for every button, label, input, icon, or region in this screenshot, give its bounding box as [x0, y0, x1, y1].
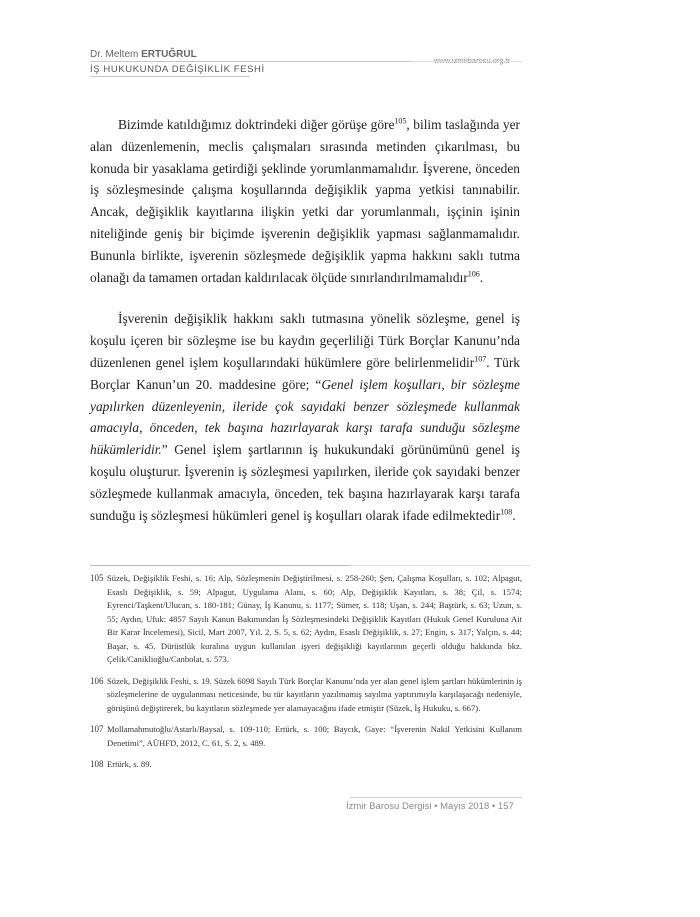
- footnote-ref-108[interactable]: 108: [500, 507, 513, 517]
- footnote-text: Ertürk, s. 89.: [107, 759, 152, 769]
- header-rule-bottom: [90, 76, 250, 77]
- footer-rule: [350, 797, 522, 798]
- footnote-text: Mollamahmutoğlu/Astarlı/Baysal, s. 109-110; Ertürk, s. 100; Baycık, Gaye: “İşverenin Nakil Yetkisini Kullanım Denetimi”, AÜHFD, 2012, C. 61, S. 2, s. 489.: [107, 724, 522, 748]
- footnote-number: 106: [90, 675, 104, 686]
- footnote-separator-light: [350, 565, 530, 566]
- footnote-ref-106[interactable]: 106: [467, 269, 480, 279]
- author-surname: ERTUĞRUL: [141, 49, 197, 60]
- footnote-text: Süzek, Değişiklik Feshi, s. 19. Süzek 6098 Sayılı Türk Borçlar Kanunu’nda yer alan genel işlem şartları hükümlerinin iş sözleşmelerine de uygulanması neticesinde, bu tür kayıtların yazılmamış sayılma yaptırımıyla karşılaşacağı nedeniyle, görüşünü değiştirerek, bu kayıtların sözleşmede yer alamayacağını ifade etmiştir (Süzek, İş Hukuku, s. 667).: [107, 675, 522, 713]
- footnote-text: Süzek, Değişiklik Feshi, s. 16; Alp, Sözleşmenin Değiştirilmesi, s. 258-260; Şen, Çalışma Koşulları, s. 102; Alpagut, Esaslı Değişiklik, s. 59; Alpagut, Uygulama Alanı, s. 60; Alp, Değişiklik Kayıtları, s. 38; Çil, s. 1574; Eyrenci/Taşkent/Ulucan, s. 180-181; Günay, İş Kanunu, s. 1177; Sümer, s. 118; Uşan, s. 244; Baştürk, s. 63; Uzun, s. 55; Aydın, Ufuk: 4857 Sayılı Kanun Bakımından İş Sözleşmesindeki Değişiklik Kayıtları (Hukuk Genel Kuruluna Ait Bir Karar İncelemesi), Sicil, Mart 2007, Yıl. 2, S. 5, s. 62; Aydın, Esaslı Değişiklik, s. 27; Engin, s. 317; Yalçın, s. 44; Başar, s. 45. Dürüstlük kuralına uygun kullanılan işyeri değişikliği kayıtlarının geçerli olduğu hakkında bkz. Çelik/Caniklioğlu/Canbolat, s. 573.: [107, 573, 522, 664]
- footer-separator: •: [434, 801, 438, 812]
- footnote-105: [90, 572, 522, 667]
- author-first-name: Dr. Meltem: [90, 49, 142, 60]
- page-number: 157: [497, 801, 514, 812]
- footnote-number: 105: [90, 573, 104, 583]
- author-name: [90, 49, 197, 60]
- page-footer: [346, 801, 514, 812]
- header-rule: [90, 61, 412, 62]
- issue-date: Mayıs 2018: [440, 801, 490, 812]
- footnote-ref-107[interactable]: 107: [474, 354, 487, 364]
- footnote-107: [90, 723, 522, 750]
- footnote-106: [90, 675, 522, 716]
- quote-italic: Genel işlem koşulları, bir sözleşme yapılırken düzenleyenin, ileride çok sayıdaki benzer sözleşmede kullanmak amacıyla, önceden, tek başına hazırlayarak karşı tarafa sunduğu sözleşme hükümleridir.: [90, 376, 520, 458]
- journal-name: İzmir Barosu Dergisi: [346, 801, 432, 812]
- footnotes: [90, 572, 522, 780]
- running-title: İŞ HUKUKUNDA DEĞİŞİKLİK FESHİ: [90, 64, 265, 75]
- footer-separator: •: [491, 801, 496, 812]
- paragraph-1: Bizimde katıldığımız doktrindeki diğer görüşe göre$^{105}$, bilim taslağında yer alan düzenlemenin, meclis çalışmaları sırasında metinden çıkarılması, bu konuda bir yasaklama getirdiği şeklinde yorumlanmamalıdır. İşverene, önceden iş sözleşmesinde çalışma koşullarında değişiklik yapma yetkisi tanınabilir. Ancak, değişiklik kayıtlarına ilişkin yetki dar yorumlanmalı, işçinin işinin niteliğinde geniş bir biçimde işverenin değişiklik yapması sağlanmamalıdır. Bununla birlikte, işverenin sözleşmede değişiklik yapma hakkını saklı tutma olanağı da tamamen ortadan kaldırılacak ölçüde sınırlandırılmamalıdır$^{106}$.: [90, 116, 520, 285]
- footnote-separator: [90, 565, 350, 566]
- main-text: [90, 114, 520, 526]
- header-rule-right: [412, 61, 522, 62]
- footnote-number: 108: [90, 759, 104, 769]
- footnote-108: [90, 758, 522, 772]
- footnote-number: 107: [90, 724, 104, 734]
- paragraph-2: İşverenin değişiklik hakkını saklı tutmasına yönelik sözleşme, genel iş koşulu içeren bir sözleşme ise bu kaydın geçerliliği Türk Borçlar Kanunu’nda düzenlenen genel işlem koşullarındaki hükümlere göre belirlenmelidir$^{107}$. Türk Borçlar Kanun’un 20. maddesine göre; “Genel işlem koşulları, bir sözleşme yapılırken düzenleyenin, ileride çok sayıdaki benzer sözleşmede kullanmak amacıyla, önceden, tek başına hazırlayarak karşı tarafa sunduğu sözleşme hükümleridir.” Genel işlem şartlarının iş hukukundaki görünümünü genel iş koşulu oluşturur. İşverenin iş sözleşmesi yapılırken, ileride çok sayıdaki benzer sözleşmede kullanmak amacıyla, önceden, tek başına hazırlayarak karşı tarafa sunduğu iş sözleşmesi hükümleri genel iş koşulları olarak ifade edilmektedir$^{108}$.: [90, 311, 521, 523]
- footnote-ref-105[interactable]: 105: [394, 116, 407, 126]
